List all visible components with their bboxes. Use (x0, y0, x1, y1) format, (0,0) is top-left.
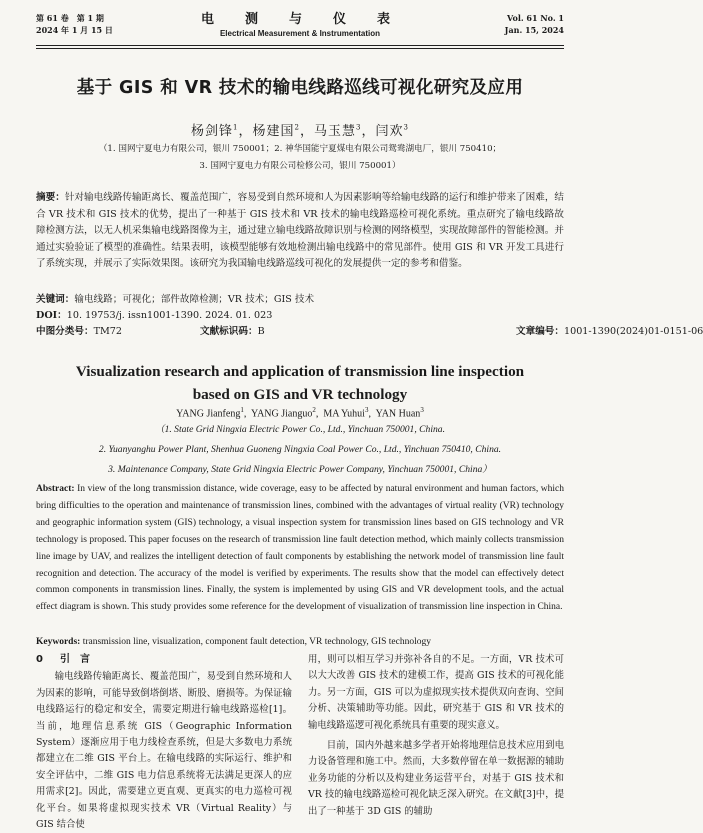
document-code (200, 324, 265, 341)
article-id (516, 324, 703, 341)
affiliation-line: （1. 国网宁夏电力有限公司，银川 750001；2. 神华国能宁夏煤电有限公司鸳鸯湖电厂，银川 750410； (98, 144, 502, 154)
running-header (36, 12, 564, 46)
author-affiliation-mark: 3 (403, 123, 409, 132)
body-column-right (308, 652, 564, 820)
author-name: 闫欢 (375, 124, 404, 139)
body-column-left (36, 652, 292, 833)
section-heading (36, 652, 292, 668)
abstract-label-cn: 摘要： (36, 192, 65, 203)
header-rule-thin (36, 48, 564, 49)
affiliation-line: 3. 国网宁夏电力有限公司检修公司，银川 750001） (199, 161, 401, 171)
authors-cn: 杨剑锋$^1$，杨建国$^2$，马玉慧$^3$，闫欢$^3$ (191, 123, 409, 139)
author-name-en: MA Yuhui (323, 408, 365, 420)
abstract-label-en: Abstract: (36, 484, 75, 494)
journal-name-cn: 电 测 与 仪 表 (200, 12, 399, 27)
document-code-label: 文献标识码： (200, 326, 258, 337)
affiliations-en (36, 420, 564, 479)
doi-value: 10. 19753/j. issn1001-1390. 2024. 01. 023 (66, 310, 273, 321)
date-cn: 2024 年 1 月 15 日 (36, 25, 113, 35)
author-name: 杨剑锋 (191, 124, 234, 139)
abstract-text-en: In view of the long transmission distance, wide coverage, easy to be affected by natural environment and human factors, which bring difficulties to the operation and maintenance of transmission lines, combined with the advantages of virtual reality (VR) technology and geographic information system (GIS) technology, a visual inspection system for transmission lines based on GIS technology and VR technology is proposed. This paper focuses on the research of transmission line fault detection method, which mainly collects transmission line image by UAV, and realizes the intelligent detection of fault components by establishing the network model of transmission line fault recognition and detection. The accuracy of the model is verified by experiments. The results show that the model can effectively detect common components in transmission lines. Finally, the system is implemented by using GIS and VR development tools, and the actual effect diagram is shown. This study provides some reference for the development of visualization of transmission line inspection in China. (36, 484, 564, 613)
volume-issue-cn: 第 61 卷 第 1 期 (36, 13, 104, 23)
author-affiliation-mark: 2 (312, 406, 316, 414)
body-paragraph: 用，则可以相互学习并弥补各自的不足。一方面，VR 技术可以大大改善 GIS 技术的建模工作，提高 GIS 技术的可视化能力。另一方面，GIS 可以为虚拟现实技术提供双向查询、空间分析、决策辅助等功能。因此，研究基于 GIS 和 VR 技术的输电线路巡逻可视化系统具有重要的现实意义。 (308, 654, 564, 731)
header-right (505, 12, 564, 36)
author-name-en: YANG Jianfeng (176, 408, 241, 420)
author-name-en: YAN Huan (375, 408, 421, 420)
author-affiliation-mark: 3 (420, 406, 424, 414)
clc-value: TM72 (93, 326, 122, 337)
affiliation-line-en: 2. Yuanyanghu Power Plant, Shenhua Guoneng Ningxia Coal Power Co., Ltd., Yinchuan 750410, China. (98, 443, 502, 455)
title-en-line: Visualization research and application of transmission line inspection (75, 363, 525, 380)
volume-issue-en: Vol. 61 No. 1 (507, 13, 564, 23)
keywords-label-cn: 关键词： (36, 294, 75, 305)
keywords-text-en: transmission line, visualization, component fault detection, VR technology, GIS technology (82, 637, 431, 647)
date-en: Jan. 15, 2024 (504, 25, 564, 35)
affiliations-cn (40, 141, 560, 175)
keywords-text-cn: 输电线路；可视化；部件故障检测；VR 技术；GIS 技术 (74, 294, 315, 305)
affiliation-line-en: （1. State Grid Ningxia Electric Power Co., Ltd., Yinchuan 750001, China. (154, 424, 446, 435)
affiliation-line-en: 3. Maintenance Company, State Grid Ningxia Electric Power Company, Yinchuan 750001, China） (108, 463, 492, 475)
keywords-label-en: Keywords: (36, 637, 81, 647)
doi-label: DOI： (36, 310, 67, 321)
abstract-cn (36, 190, 564, 273)
author-affiliation-mark: 2 (294, 123, 300, 132)
clc-number (36, 324, 122, 341)
body-paragraph: 目前，国内外越来越多学者开始将地理信息技术应用到电力设备管理和施工中。然而，大多数停留在单一数据源的辅助业务功能的分析以及构建业务运营平台，对基于 GIS 技术和 VR 技的输电线路巡检可视化缺乏深入研究。在文献[3]中，提出了一种基于 3D GIS 的辅助 (308, 740, 564, 817)
clc-label: 中图分类号： (36, 326, 94, 337)
document-code-value: B (257, 326, 265, 337)
author-name: 杨建国 (252, 124, 295, 139)
title-en-line: based on GIS and VR technology (192, 386, 408, 403)
header-center (36, 12, 564, 40)
header-rule-thick (36, 45, 564, 46)
keywords-cn (36, 292, 564, 309)
abstract-text-cn: 针对输电线路传输距离长、覆盖范围广，容易受到自然环境和人为因素影响等给输电线路的运行和维护带来了困难，结合 VR 技术和 GIS 技术的优势，提出了一种基于 GIS 技术和 VR 技术的输电线路巡检可视化系统。重点研究了输电线路故障检测方法，以无人机采集输电线路图像为主，通过建立输电线路故障识别与检测的网络模型，实现故障部件的智能检测。并通过实验验证了模型的准确性。结果表明，该模型能够有效地检测出输电线路中的常见部件。使用 GIS 和 VR 开发工具进行了系统实现，并展示了实际效果图。该研究为我国输电线路巡线可视化的发展提供一定的参考和借鉴。 (36, 192, 565, 270)
section-number: 0 (36, 654, 43, 665)
paper-title-en (36, 360, 564, 406)
classification-line (36, 324, 703, 341)
abstract-en (36, 481, 564, 616)
section-title: 引 言 (60, 654, 90, 665)
journal-name-en: Electrical Measurement & Instrumentation (219, 29, 381, 38)
authors-en: YANG Jianfeng$^1$, YANG Jianguo$^2$, MA Yuhui$^3$, YAN Huan$^3$ (176, 406, 424, 420)
author-affiliation-mark: 1 (240, 406, 244, 414)
author-affiliation-mark: 1 (233, 123, 239, 132)
author-affiliation-mark: 3 (364, 406, 369, 414)
author-affiliation-mark: 3 (356, 123, 362, 132)
author-name: 马玉慧 (314, 124, 357, 139)
keywords-en (36, 634, 564, 651)
article-id-value: 1001-1390(2024)01-0151-06 (564, 326, 703, 337)
article-id-label: 文章编号： (516, 326, 564, 337)
body-paragraph: 输电线路传输距离长、覆盖范围广，易受到自然环境和人为因素的影响，可能导致倒塔倒塔、断股、磨损等。为保证输电线路运行的稳定和安全，需要定期进行输电线路巡检[1]。当前，地理信息系统 GIS（Geographic Information System）逐渐应用于电力线检查系统，但是大多数电力系统都建立在二维 GIS 平台上。在输电线路的实际运行、维护和安全评估中，二维 GIS 电力信息系统将无法满足更深人的应用需求[2]。因此，需要建立更直观、更真实的电力巡检可视化平台。如果将虚拟现实技术 VR（Virtual Reality）与 GIS 结合使 (36, 671, 292, 831)
doi-line (36, 308, 272, 325)
paper-title-cn: 基于 GIS 和 VR 技术的输电线路巡线可视化研究及应用 (76, 78, 524, 98)
author-name-en: YANG Jianguo (250, 408, 313, 420)
